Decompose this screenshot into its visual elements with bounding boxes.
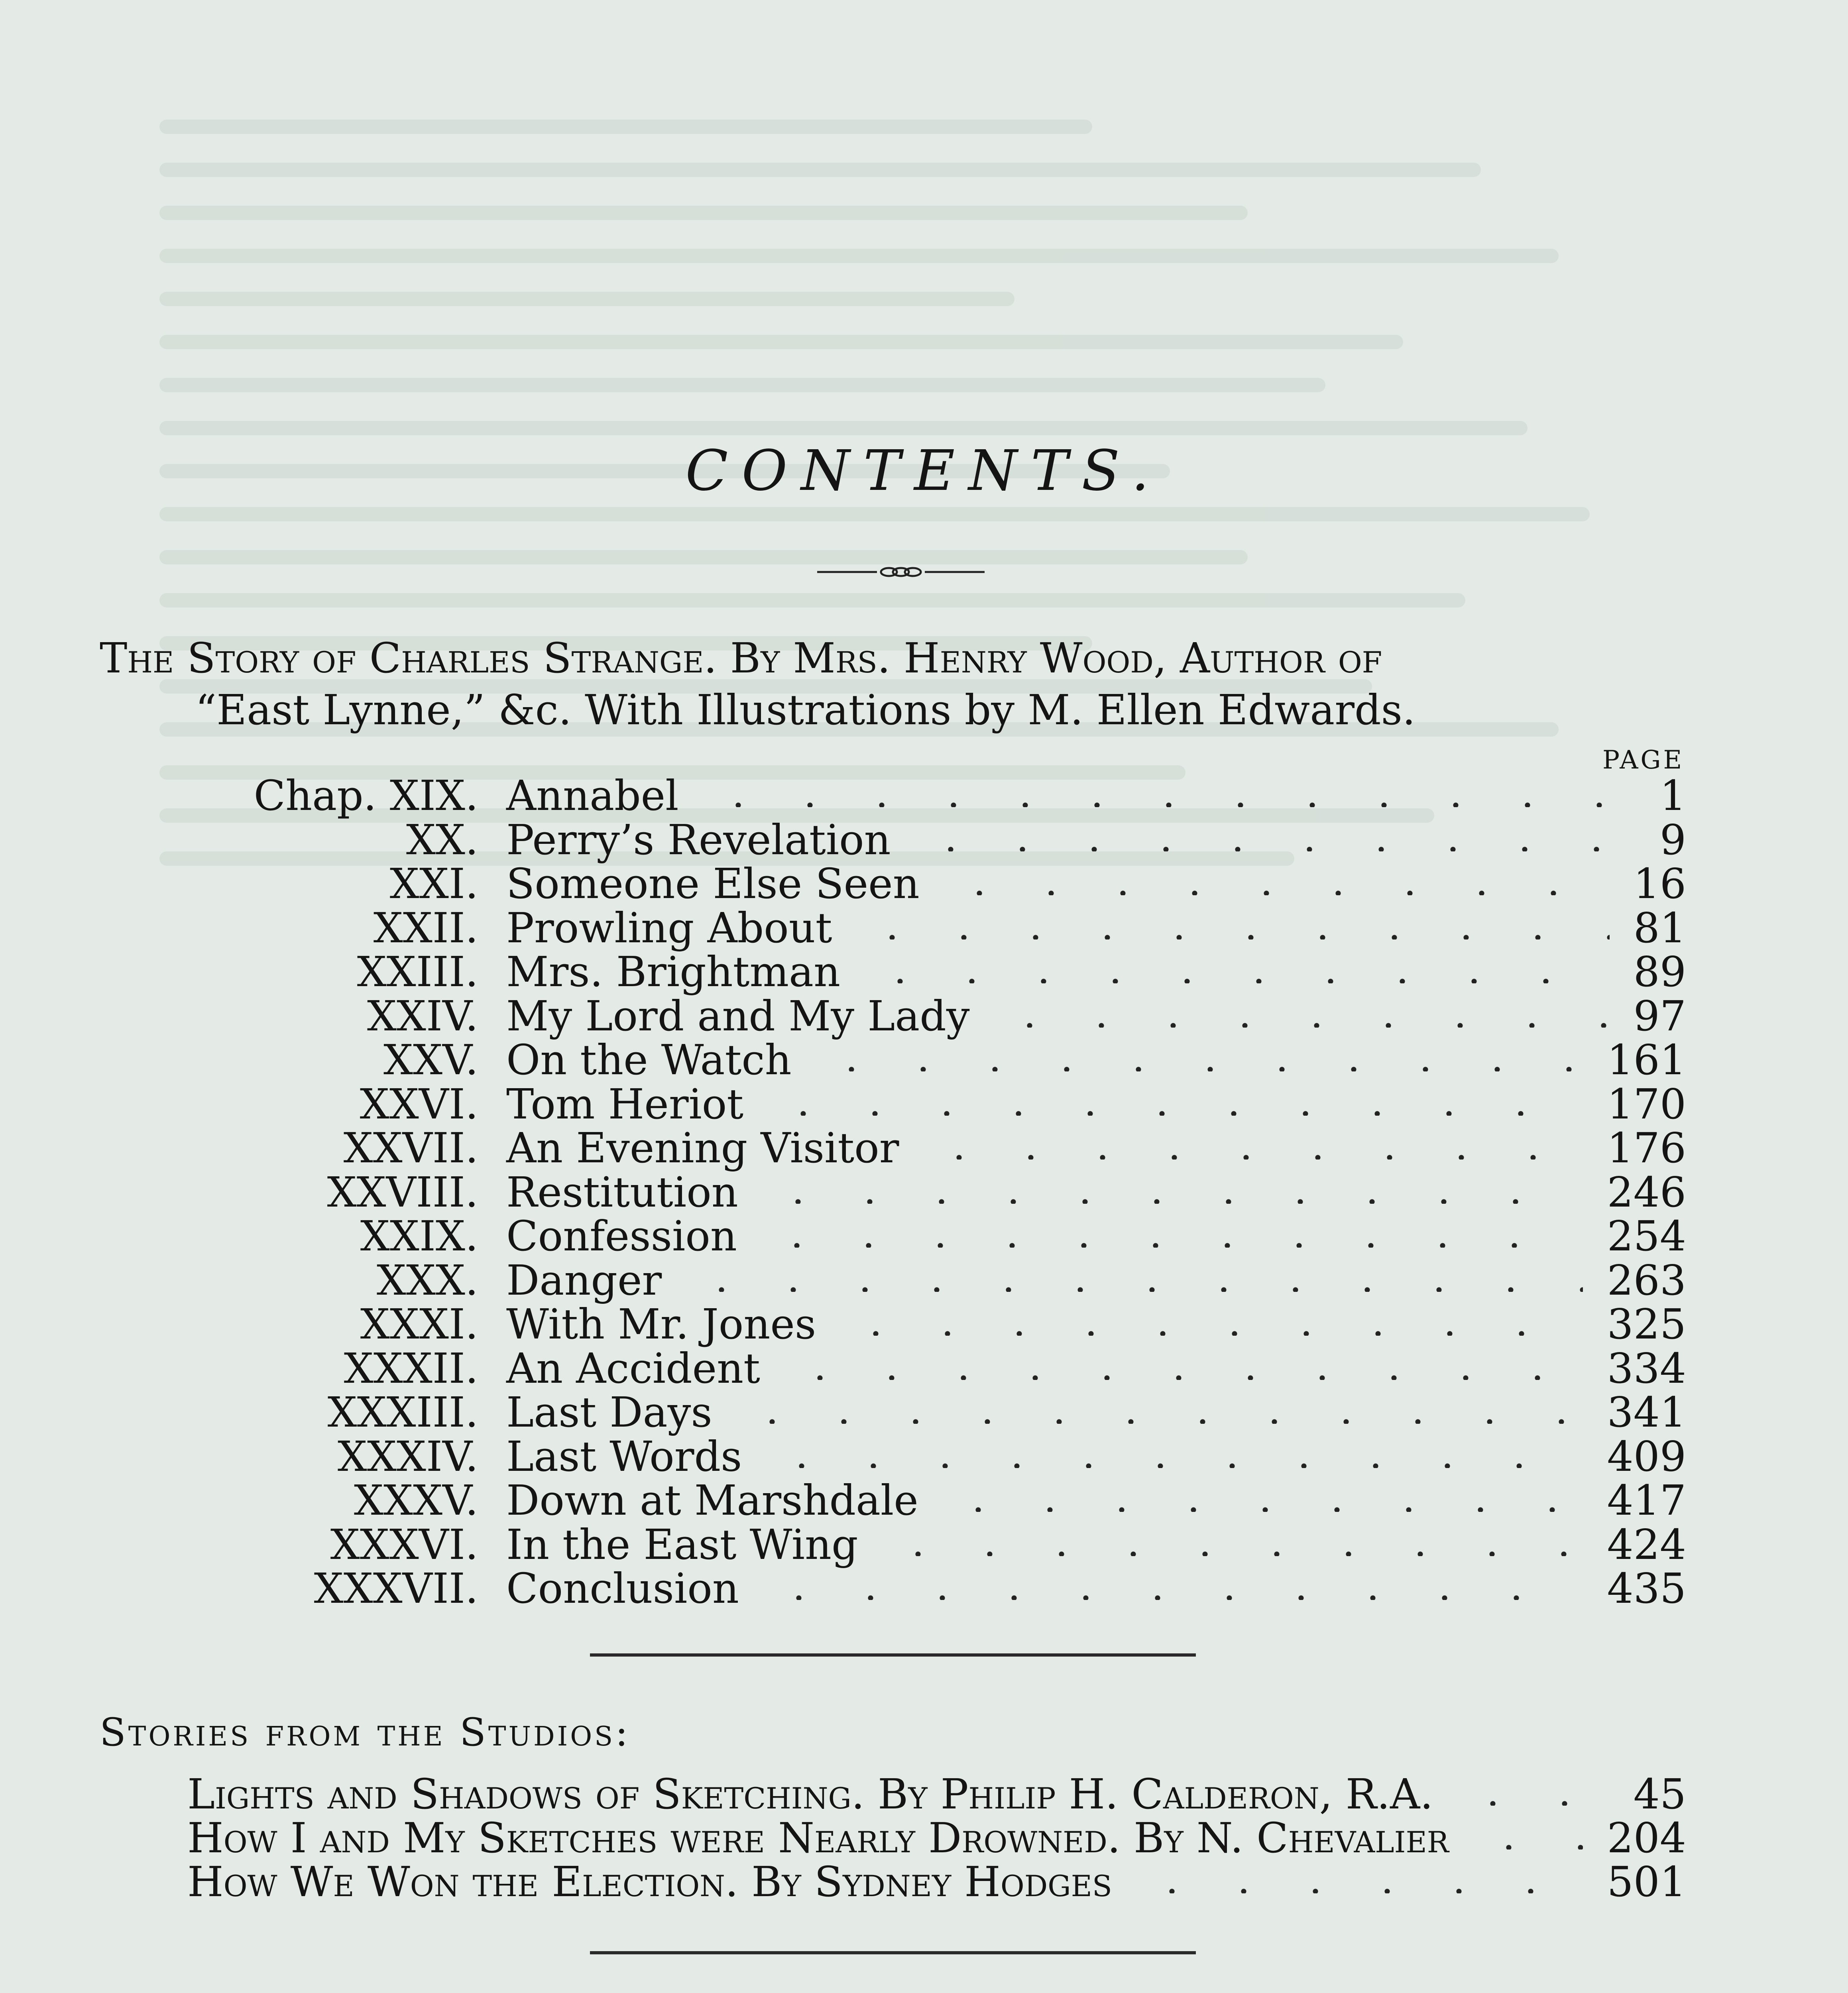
entry-title: Mrs. Brightman xyxy=(506,947,841,996)
chapter-entry xyxy=(239,1256,1686,1305)
entry-title: With Mr. Jones xyxy=(506,1300,816,1348)
chapter-number: XXVIII. xyxy=(327,1167,478,1217)
dot-leader xyxy=(767,1111,1583,1116)
dot-leader xyxy=(942,1507,1583,1512)
entry-title: Danger xyxy=(506,1256,662,1305)
page-number: 501 xyxy=(1607,1857,1686,1906)
dot-leader xyxy=(856,935,1610,940)
page-number: 263 xyxy=(1607,1256,1686,1305)
chapter-entry xyxy=(239,859,1686,908)
section-divider xyxy=(590,1653,1196,1657)
page-number: 81 xyxy=(1633,903,1686,952)
dot-leader xyxy=(816,1067,1583,1071)
chapter-number: XXIV. xyxy=(367,991,478,1040)
entry-title: Last Words xyxy=(506,1432,742,1481)
chapter-number: XXVI. xyxy=(360,1079,478,1128)
page-number: 45 xyxy=(1633,1770,1686,1818)
chapter-number: XXXII. xyxy=(344,1344,478,1393)
chapter-number: XXIII. xyxy=(357,947,478,996)
chapter-number: XXXV. xyxy=(354,1476,478,1525)
chapter-entry xyxy=(239,1388,1686,1437)
chapter-number: XXIX. xyxy=(360,1212,478,1260)
chapter-number: XX. xyxy=(406,815,478,864)
chapter-entry xyxy=(239,1432,1686,1481)
page-number: 246 xyxy=(1607,1167,1686,1217)
dot-leader xyxy=(784,1375,1583,1380)
page-number: 176 xyxy=(1607,1124,1686,1172)
chapter-number: XXI. xyxy=(389,859,478,908)
entry-title: Conclusion xyxy=(506,1564,739,1613)
dot-leader xyxy=(923,1155,1583,1160)
page-number: 170 xyxy=(1607,1079,1686,1128)
chapter-entry xyxy=(239,771,1686,820)
entry-title: Down at Marshdale xyxy=(506,1476,918,1525)
page-number: 1 xyxy=(1659,771,1686,820)
studio-entry xyxy=(187,1857,1686,1906)
dot-leader xyxy=(763,1595,1583,1600)
entry-title: An Accident xyxy=(506,1344,760,1393)
chapter-entry xyxy=(239,1079,1686,1128)
page-number: 97 xyxy=(1633,991,1686,1040)
entry-title: Tom Heriot xyxy=(506,1079,744,1128)
page-number: 161 xyxy=(1607,1036,1686,1084)
entry-title: Perry’s Revelation xyxy=(506,815,891,864)
page-number: 424 xyxy=(1607,1520,1686,1569)
dot-leader xyxy=(915,847,1636,851)
chapter-entry xyxy=(239,1300,1686,1348)
title-ornament xyxy=(817,566,985,578)
page-number: 325 xyxy=(1607,1300,1686,1348)
chapter-entry xyxy=(239,1476,1686,1525)
chapter-entry xyxy=(239,815,1686,864)
dot-leader xyxy=(944,890,1610,895)
page-number: 16 xyxy=(1633,859,1686,908)
chapter-entry xyxy=(239,1036,1686,1084)
chapter-number: XXXVII. xyxy=(314,1564,478,1613)
chapter-number: XXVII. xyxy=(343,1124,478,1172)
page-number: 417 xyxy=(1607,1476,1686,1525)
chapter-entry xyxy=(239,903,1686,952)
page-column-label: PAGE xyxy=(1602,745,1685,775)
dot-leader xyxy=(686,1287,1583,1292)
chapter-entry xyxy=(239,1212,1686,1260)
chapter-number: XXII. xyxy=(373,903,478,952)
entry-title: Annabel xyxy=(506,771,679,820)
entry-title: How We Won the Election. By Sydney Hodges xyxy=(187,1857,1112,1906)
chapter-entry xyxy=(239,947,1686,996)
dot-leader xyxy=(1136,1889,1583,1893)
chapter-number: XXV. xyxy=(383,1036,478,1084)
page-number: 341 xyxy=(1607,1388,1686,1437)
page-number: 334 xyxy=(1607,1344,1686,1393)
chapter-entry xyxy=(239,1564,1686,1613)
dot-leader xyxy=(882,1551,1583,1556)
dot-leader xyxy=(1473,1845,1583,1850)
story-title-line2: “East Lynne,” &c. With Illustrations by M. Ellen Edwards. xyxy=(195,686,1415,734)
entry-title: Last Days xyxy=(506,1388,712,1437)
section-divider xyxy=(590,1951,1196,1954)
studio-entry xyxy=(187,1770,1686,1818)
chapter-entry xyxy=(239,1124,1686,1172)
page-number: 435 xyxy=(1607,1564,1686,1613)
entry-title: How I and My Sketches were Nearly Drowned. By N. Chevalier xyxy=(187,1814,1449,1862)
entry-title: Restitution xyxy=(506,1167,738,1217)
chapter-number: XXXIV. xyxy=(337,1432,478,1481)
page-title: CONTENTS. xyxy=(685,438,1163,503)
entry-title: Someone Else Seen xyxy=(506,859,920,908)
entry-title: In the East Wing xyxy=(506,1520,858,1569)
dot-leader xyxy=(864,979,1610,983)
page-number: 204 xyxy=(1607,1814,1686,1862)
entry-title: My Lord and My Lady xyxy=(506,991,970,1040)
chapter-entry xyxy=(239,1344,1686,1393)
dot-leader xyxy=(761,1243,1583,1248)
studios-heading: Stories from the Studios: xyxy=(100,1710,631,1755)
dot-leader xyxy=(736,1419,1583,1424)
chapter-entry xyxy=(239,991,1686,1040)
chapter-number: Chap. XIX. xyxy=(254,771,478,820)
dot-leader xyxy=(840,1331,1583,1336)
dot-leader xyxy=(994,1023,1610,1028)
page-number: 409 xyxy=(1607,1432,1686,1481)
story-title-line1: The Story of Charles Strange. By Mrs. Henry Wood, Author of xyxy=(100,634,1382,682)
page-number: 254 xyxy=(1607,1212,1686,1260)
page-number: 89 xyxy=(1633,947,1686,996)
entry-title: On the Watch xyxy=(506,1036,792,1084)
entry-title: An Evening Visitor xyxy=(506,1124,899,1172)
chapter-entry xyxy=(239,1520,1686,1569)
chapter-entry xyxy=(239,1167,1686,1217)
studio-entry xyxy=(187,1814,1686,1862)
chapter-number: XXXIII. xyxy=(327,1388,478,1437)
dot-leader xyxy=(766,1463,1583,1468)
chapter-number: XXX. xyxy=(376,1256,478,1305)
entry-title: Prowling About xyxy=(506,903,832,952)
dot-leader xyxy=(762,1199,1583,1204)
entry-title: Confession xyxy=(506,1212,737,1260)
dot-leader xyxy=(702,802,1636,807)
chapter-number: XXXI. xyxy=(360,1300,478,1348)
chapter-number: XXXVI. xyxy=(330,1520,478,1569)
dot-leader xyxy=(1457,1801,1609,1806)
page-number: 9 xyxy=(1659,815,1686,864)
entry-title: Lights and Shadows of Sketching. By Philip H. Calderon, R.A. xyxy=(187,1770,1433,1818)
